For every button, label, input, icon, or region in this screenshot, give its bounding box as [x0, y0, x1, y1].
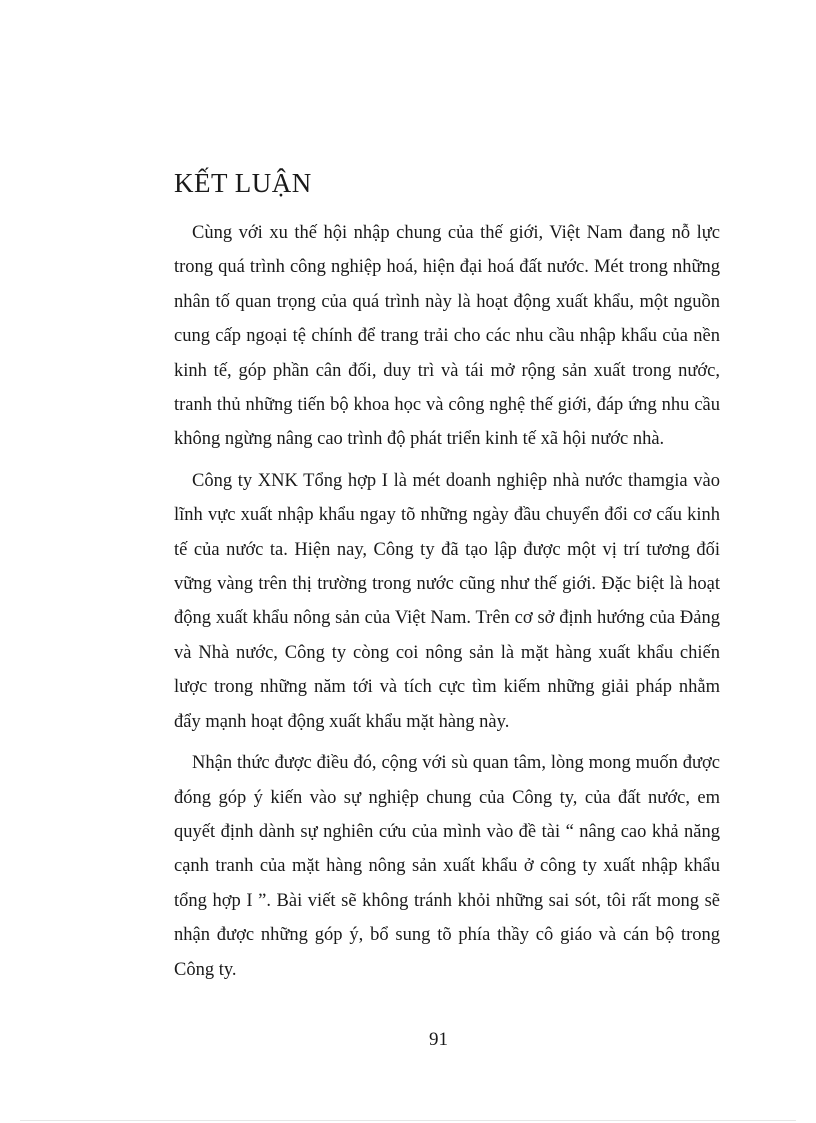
section-heading: KẾT LUẬN	[174, 168, 312, 198]
paragraph-1: Cùng với xu thế hội nhập chung của thế giới, Việt Nam đang nỗ lực trong quá trình công nghiệp hoá, hiện đại hoá đất nước. Mét trong những nhân tố quan trọng của quá trình này là hoạt động xuất khẩu, một nguồn cung cấp ngoại tệ chính để trang trải cho các nhu cầu nhập khẩu của nền kinh tế, góp phần cân đối, duy trì và tái mở rộng sản xuất trong nước, tranh thủ những tiến bộ khoa học và công nghệ thế giới, đáp ứng nhu cầu không ngừng nâng cao trình độ phát triển kinh tế xã hội nước nhà.	[174, 223, 720, 450]
page-number: 91	[429, 1029, 448, 1050]
paragraph-2: Công ty XNK Tổng hợp I là mét doanh nghiệp nhà nước thamgia vào lĩnh vực xuất nhập khẩu ngay tõ những ngày đầu chuyển đổi cơ cấu kinh tế của nước ta. Hiện nay, Công ty đã tạo lập được một vị trí tương đối vững vàng trên thị trường trong nước cũng như thế giới. Đặc biệt là hoạt động xuất khẩu nông sản của Việt Nam. Trên cơ sở định hướng của Đảng và Nhà nước, Công ty còng coi nông sản là mặt hàng xuất khẩu chiến lược trong những năm tới và tích cực tìm kiếm những giải pháp nhằm đẩy mạnh hoạt động xuất khẩu mặt hàng này.	[174, 470, 720, 732]
page-bottom-edge	[20, 1120, 796, 1121]
paragraph-3: Nhận thức được điều đó, cộng với sù quan tâm, lòng mong muốn được đóng góp ý kiến vào sự nghiệp chung của Công ty, của đất nước, em quyết định dành sự nghiên cứu của mình vào đề tài “ nâng cao khả năng cạnh tranh của mặt hàng nông sản xuất khẩu ở công ty xuất nhập khẩu tổng hợp I ”. Bài viết sẽ không tránh khỏi những sai sót, tôi rất mong sẽ nhận được những góp ý, bổ sung tõ phía thầy cô giáo và cán bộ trong Công ty.	[174, 753, 720, 980]
body-text	[174, 216, 720, 994]
